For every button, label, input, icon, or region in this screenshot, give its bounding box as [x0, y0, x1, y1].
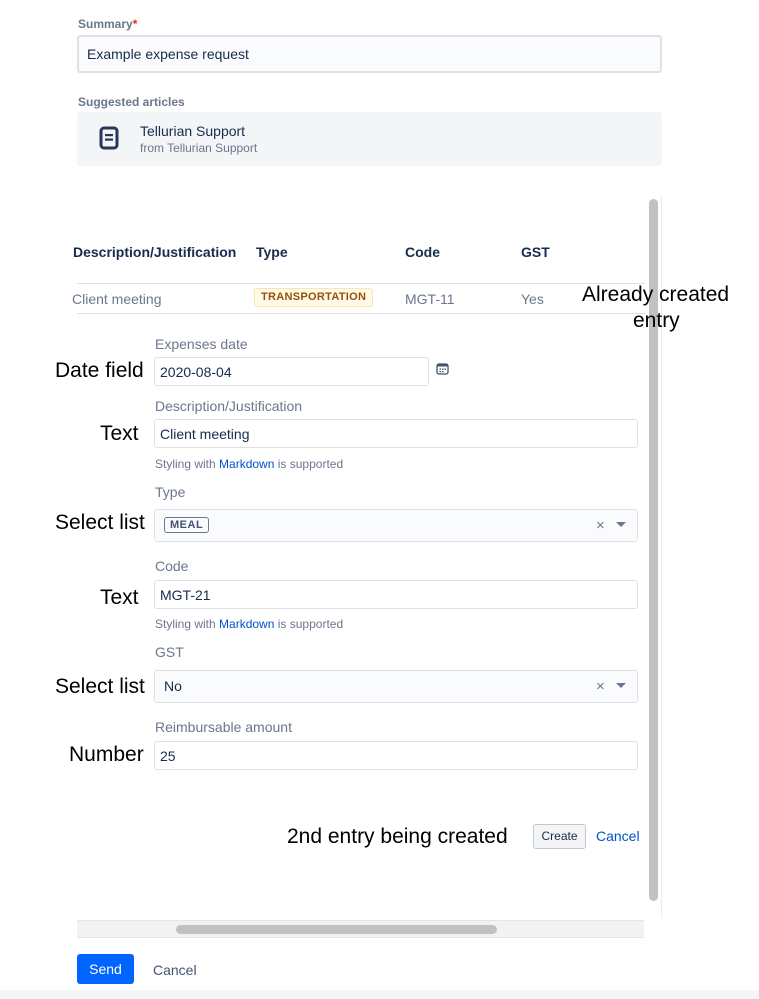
code-input[interactable]: MGT-21	[154, 580, 638, 609]
gst-chevron-down-icon[interactable]	[616, 683, 626, 688]
code-helper	[155, 617, 343, 631]
type-selected-tag[interactable]: MEAL	[164, 517, 209, 533]
page-bottom-edge	[0, 990, 759, 999]
gst-selected-value[interactable]: No	[164, 678, 182, 694]
expenses-date-label: Expenses date	[155, 336, 248, 352]
create-button[interactable]: Create	[533, 824, 586, 849]
required-mark: *	[132, 17, 138, 31]
helper-suffix: is supported	[277, 617, 344, 631]
summary-label-text: Summary	[78, 17, 133, 31]
annotation-already-created: Already created	[582, 283, 730, 306]
row-divider-bottom	[77, 313, 645, 314]
amount-input[interactable]: 25	[154, 741, 638, 770]
row-code: MGT-11	[405, 291, 455, 307]
expenses-date-input[interactable]: 2020-08-04	[154, 357, 429, 386]
helper-prefix: Styling with	[155, 617, 216, 631]
type-clear-icon[interactable]: ×	[596, 517, 605, 534]
annotation-text-2: Text	[100, 586, 139, 609]
suggested-articles-label: Suggested articles	[78, 95, 185, 109]
horizontal-scrollbar-thumb[interactable]	[176, 925, 497, 934]
send-button[interactable]: Send	[77, 954, 134, 984]
type-lozenge: TRANSPORTATION	[254, 288, 373, 307]
annotation-second-entry: 2nd entry being created	[287, 825, 508, 848]
annotation-select-list: Select list	[55, 511, 145, 534]
description-helper	[155, 457, 343, 471]
document-icon	[99, 126, 119, 150]
annotation-entry: entry	[633, 309, 680, 332]
amount-label: Reimbursable amount	[155, 719, 292, 735]
type-label: Type	[155, 484, 186, 500]
annotation-text: Text	[100, 422, 139, 445]
annotation-number: Number	[69, 743, 144, 766]
column-header-gst[interactable]: GST	[521, 244, 550, 260]
column-header-description[interactable]: Description/Justification	[73, 244, 237, 260]
cancel-button[interactable]: Cancel	[153, 962, 197, 978]
markdown-link[interactable]: Markdown	[219, 457, 275, 471]
type-select[interactable]	[154, 509, 638, 542]
gst-select[interactable]	[154, 670, 638, 703]
helper-suffix: is supported	[277, 457, 344, 471]
description-label: Description/Justification	[155, 398, 303, 414]
row-gst: Yes	[521, 291, 544, 307]
column-header-type[interactable]: Type	[256, 244, 288, 260]
article-title[interactable]: Tellurian Support	[140, 123, 246, 139]
summary-input[interactable]: Example expense request	[77, 35, 662, 73]
article-source: from Tellurian Support	[140, 141, 258, 155]
annotation-select-list-2: Select list	[55, 675, 145, 698]
description-input[interactable]: Client meeting	[154, 419, 638, 448]
gst-label: GST	[155, 644, 184, 660]
summary-label	[78, 17, 137, 31]
suggested-article-card[interactable]	[77, 112, 662, 166]
cancel-entry-link[interactable]: Cancel	[596, 828, 640, 844]
code-label: Code	[155, 558, 189, 574]
type-chevron-down-icon[interactable]	[616, 522, 626, 527]
row-divider	[77, 283, 645, 284]
row-description: Client meeting	[72, 291, 162, 307]
markdown-link[interactable]: Markdown	[219, 617, 275, 631]
calendar-icon[interactable]	[436, 362, 449, 375]
annotation-date-field: Date field	[55, 359, 144, 382]
helper-prefix: Styling with	[155, 457, 216, 471]
gst-clear-icon[interactable]: ×	[596, 678, 605, 695]
column-header-code[interactable]: Code	[405, 244, 440, 260]
